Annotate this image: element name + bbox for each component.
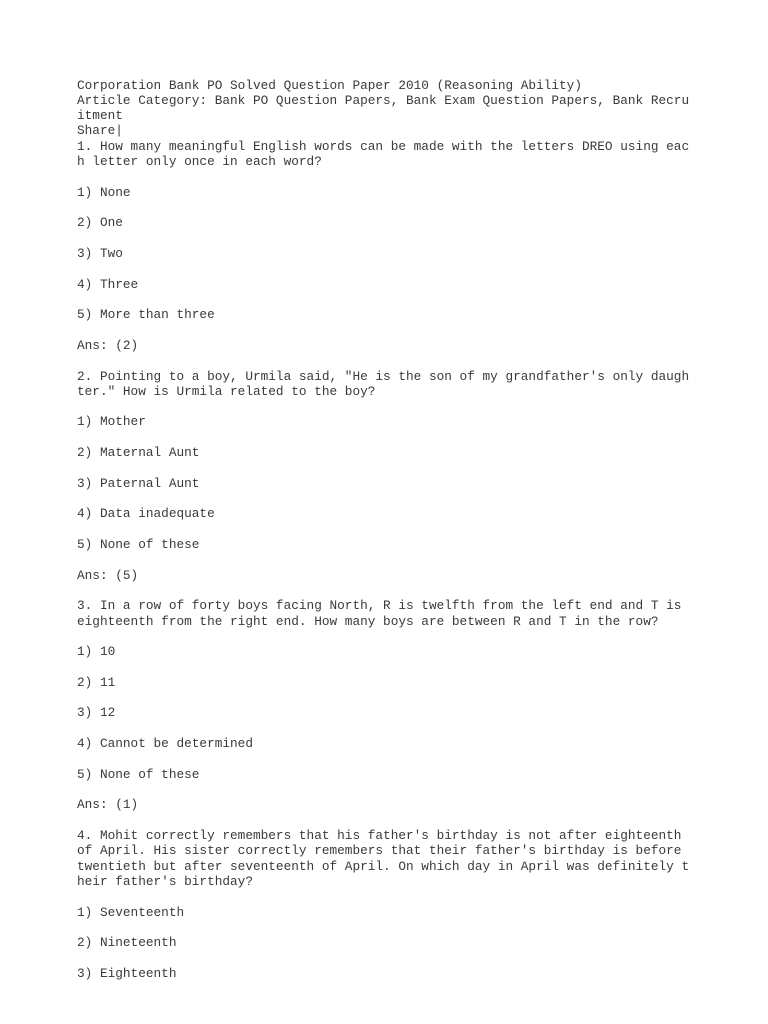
question-1-text-continued: h letter only once in each word?	[77, 154, 322, 169]
question-4-option-2: 2) Nineteenth	[77, 935, 177, 950]
question-2-option-5: 5) None of these	[77, 537, 200, 552]
question-3-option-1: 1) 10	[77, 644, 116, 659]
question-3-text-continued: eighteenth from the right end. How many boys are between R and T in the row?	[77, 614, 659, 629]
article-category-continued: itment	[77, 108, 123, 123]
question-3-option-5: 5) None of these	[77, 767, 200, 782]
question-2-option-3: 3) Paternal Aunt	[77, 476, 200, 491]
question-4-text-continued: heir father's birthday?	[77, 874, 253, 889]
question-2-text-continued: ter." How is Urmila related to the boy?	[77, 384, 376, 399]
question-4-text-continued: twentieth but after seventeenth of April. On which day in April was definitely t	[77, 859, 690, 874]
question-2-option-1: 1) Mother	[77, 414, 146, 429]
question-2-option-2: 2) Maternal Aunt	[77, 445, 200, 460]
question-1-option-2: 2) One	[77, 215, 123, 230]
question-3-option-3: 3) 12	[77, 705, 116, 720]
question-3-text: 3. In a row of forty boys facing North, R is twelfth from the left end and T is	[77, 598, 682, 613]
question-1-option-5: 5) More than three	[77, 307, 215, 322]
question-4-option-1: 1) Seventeenth	[77, 905, 185, 920]
question-3-answer: Ans: (1)	[77, 797, 139, 812]
question-4-option-3: 3) Eighteenth	[77, 966, 177, 981]
question-4-text-continued: of April. His sister correctly remembers that their father's birthday is before	[77, 843, 682, 858]
question-1-option-4: 4) Three	[77, 277, 139, 292]
article-category: Article Category: Bank PO Question Papers, Bank Exam Question Papers, Bank Recru	[77, 93, 690, 108]
question-4-text: 4. Mohit correctly remembers that his father's birthday is not after eighteenth	[77, 828, 682, 843]
share-link[interactable]: Share|	[77, 123, 123, 138]
question-1-text: 1. How many meaningful English words can be made with the letters DREO using eac	[77, 139, 690, 154]
question-3-option-2: 2) 11	[77, 675, 116, 690]
document-title: Corporation Bank PO Solved Question Paper 2010 (Reasoning Ability)	[77, 78, 582, 93]
question-1-option-3: 3) Two	[77, 246, 123, 261]
question-2-text: 2. Pointing to a boy, Urmila said, "He is the son of my grandfather's only daugh	[77, 369, 690, 384]
question-3-option-4: 4) Cannot be determined	[77, 736, 253, 751]
question-2-option-4: 4) Data inadequate	[77, 506, 215, 521]
question-1-answer: Ans: (2)	[77, 338, 139, 353]
question-1-option-1: 1) None	[77, 185, 131, 200]
question-2-answer: Ans: (5)	[77, 568, 139, 583]
